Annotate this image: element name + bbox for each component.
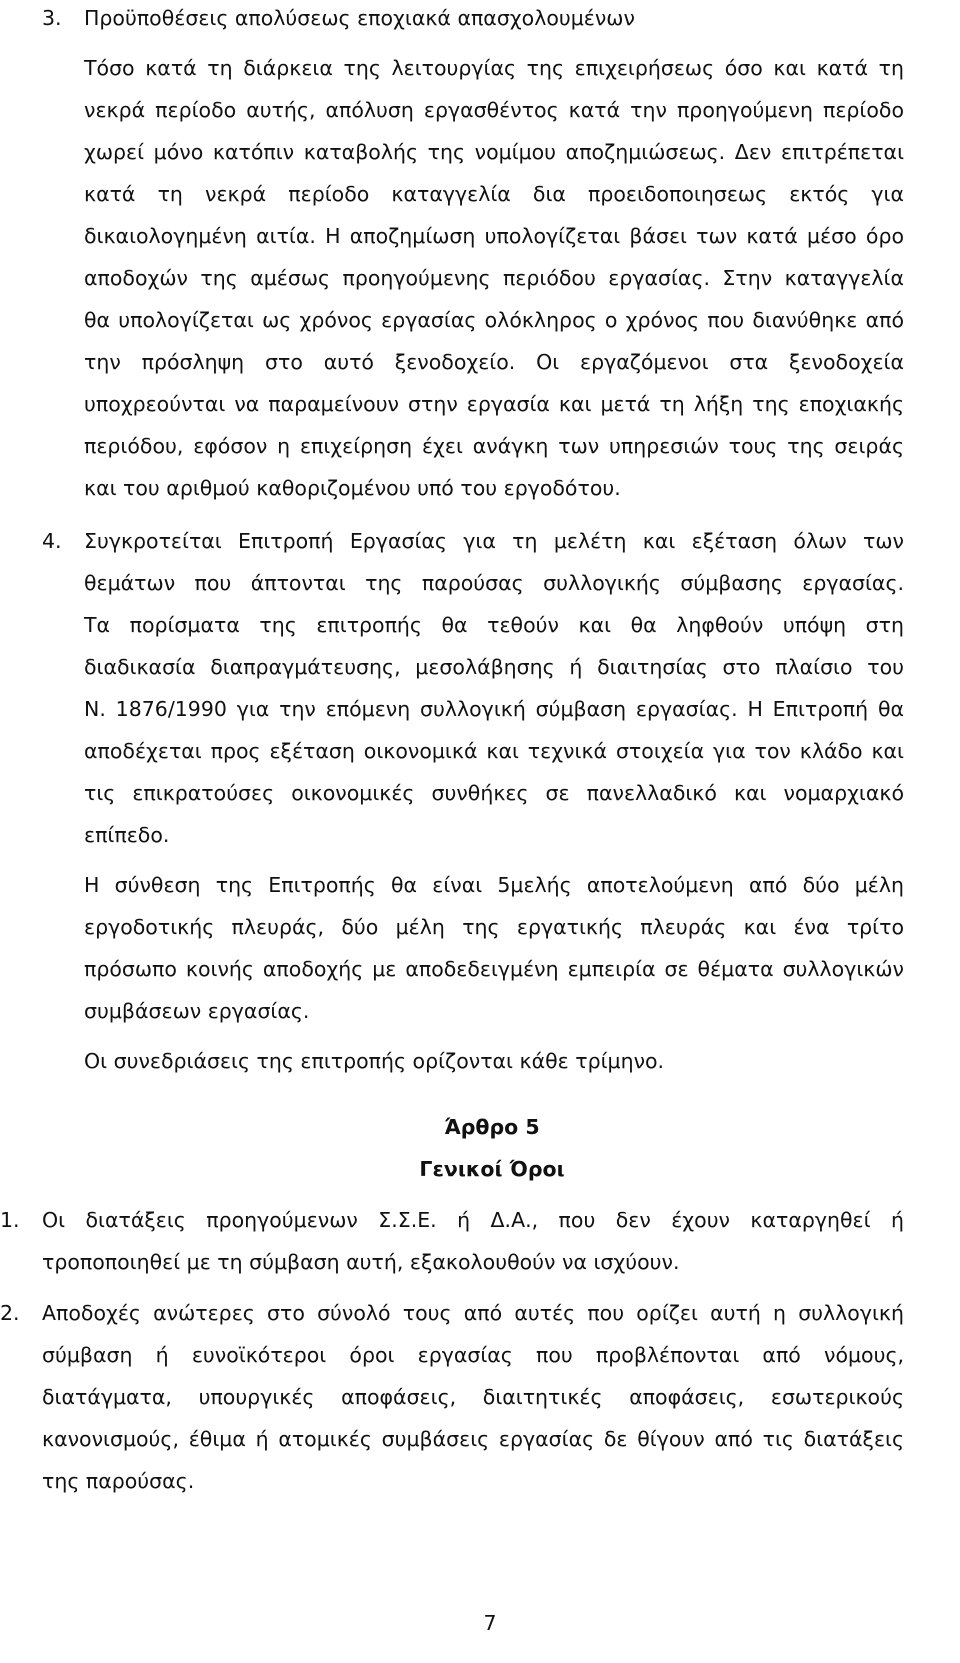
item-number: 2.: [0, 1301, 20, 1325]
paragraph-line: Αποδοχές ανώτερες στο σύνολό τους από αυτές που ορίζει αυτή η συλλογική: [42, 1301, 904, 1325]
paragraph-line: συμβάσεων εργασίας.: [84, 999, 310, 1023]
paragraph-line: της παρούσας.: [42, 1469, 195, 1493]
paragraph-line: κανονισμούς, έθιμα ή ατομικές συμβάσεις εργασίας δε θίγουν από τις διατάξεις: [42, 1427, 904, 1451]
paragraph-line: Τα πορίσματα της επιτροπής θα τεθούν και θα ληφθούν υπόψη στη: [84, 613, 904, 637]
paragraph-line: θεμάτων που άπτονται της παρούσας συλλογικής σύμβασης εργασίας.: [84, 571, 904, 595]
paragraph-line: υποχρεούνται να παραμείνουν στην εργασία και μετά τη λήξη της εποχιακής: [84, 392, 904, 416]
article-heading: Άρθρο 5: [444, 1115, 540, 1139]
paragraph-line: σύμβαση ή ευνοϊκότεροι όροι εργασίας που προβλέπονται από νόμους,: [42, 1343, 904, 1367]
page-number: 7: [483, 1611, 497, 1635]
paragraph-line: αποδέχεται προς εξέταση οικονομικά και τεχνικά στοιχεία για τον κλάδο και: [84, 739, 904, 763]
paragraph-line: Ν. 1876/1990 για την επόμενη συλλογική σύμβαση εργασίας. Η Επιτροπή θα: [84, 697, 904, 721]
paragraph-line: εργοδοτικής πλευράς, δύο μέλη της εργατικής πλευράς και ένα τρίτο: [84, 915, 904, 939]
meetings-paragraph: Οι συνεδριάσεις της επιτροπής ορίζονται κάθε τρίμηνο.: [84, 1049, 665, 1073]
article-subheading: Γενικοί Όροι: [419, 1157, 565, 1181]
paragraph-line: χωρεί μόνο κατόπιν καταβολής της νομίμου αποζημιώσεως. Δεν επιτρέπεται: [84, 140, 904, 164]
section-number: 3.: [42, 6, 62, 30]
paragraph-line: κατά τη νεκρά περίοδο καταγγελία δια προειδοποιησεως εκτός για: [84, 182, 904, 206]
paragraph-line: νεκρά περίοδο αυτής, απόλυση εργασθέντος κατά την προηγούμενη περίοδο: [84, 98, 904, 122]
section-title: Προϋποθέσεις απολύσεως εποχιακά απασχολουμένων: [84, 6, 635, 30]
paragraph-line: δικαιολογημένη αιτία. Η αποζημίωση υπολογίζεται βάσει των κατά μέσο όρο: [84, 224, 904, 248]
paragraph-line: και του αριθμού καθοριζομένου υπό του εργοδότου.: [84, 476, 621, 500]
paragraph-line: επίπεδο.: [84, 823, 170, 847]
paragraph-line: τροποποιηθεί με τη σύμβαση αυτή, εξακολουθούν να ισχύουν.: [42, 1250, 680, 1274]
paragraph-line: τις επικρατούσες οικονομικές συνθήκες σε πανελλαδικό και νομαρχιακό: [84, 781, 904, 805]
paragraph-line: Η σύνθεση της Επιτροπής θα είναι 5μελής αποτελούμενη από δύο μέλη: [84, 873, 904, 897]
item-number: 1.: [0, 1208, 20, 1232]
paragraph-line: Συγκροτείται Επιτροπή Εργασίας για τη μελέτη και εξέταση όλων των: [84, 529, 904, 553]
paragraph-line: περιόδου, εφόσον η επιχείρηση έχει ανάγκη των υπηρεσιών τους της σειράς: [84, 434, 904, 458]
paragraph-line: διατάγματα, υπουργικές αποφάσεις, διαιτητικές αποφάσεις, εσωτερικούς: [42, 1385, 904, 1409]
paragraph-line: αποδοχών της αμέσως προηγούμενης περιόδου εργασίας. Στην καταγγελία: [84, 266, 904, 290]
paragraph-line: διαδικασία διαπραγμάτευσης, μεσολάβησης ή διαιτησίας στο πλαίσιο του: [84, 655, 904, 679]
paragraph-line: θα υπολογίζεται ως χρόνος εργασίας ολόκληρος ο χρόνος που διανύθηκε από: [84, 308, 904, 332]
paragraph-line: Οι διατάξεις προηγούμενων Σ.Σ.Ε. ή Δ.Α., που δεν έχουν καταργηθεί ή: [42, 1208, 904, 1232]
paragraph-line: Τόσο κατά τη διάρκεια της λειτουργίας της επιχειρήσεως όσο και κατά τη: [84, 56, 904, 80]
paragraph-line: την πρόσληψη στο αυτό ξενοδοχείο. Οι εργαζόμενοι στα ξενοδοχεία: [84, 350, 904, 374]
paragraph-line: πρόσωπο κοινής αποδοχής με αποδεδειγμένη εμπειρία σε θέματα συλλογικών: [84, 957, 904, 981]
section-number: 4.: [42, 529, 62, 553]
